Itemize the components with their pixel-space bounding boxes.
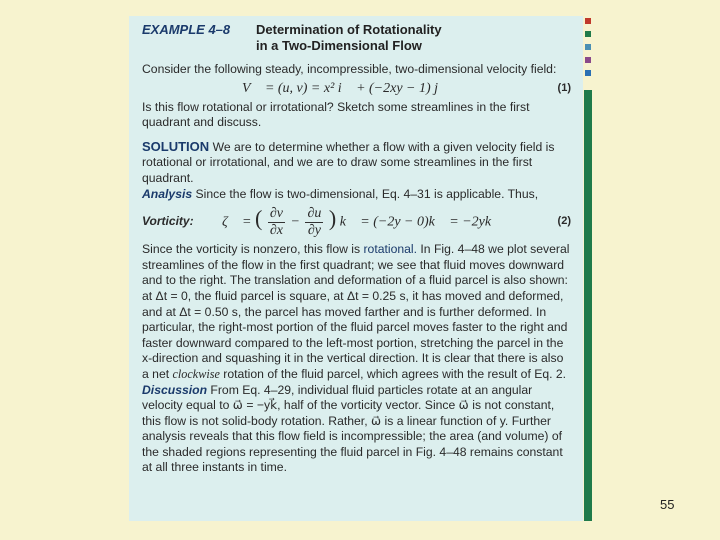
equation-1 — [142, 78, 571, 100]
rotational-term: rotational. — [363, 242, 418, 257]
body-part3: rotation of the fluid parcel, which agrees with the result of Eq. 2. — [223, 366, 567, 381]
analysis-text: Since the flow is two-dimensional, Eq. 4–31 is applicable. Thus, — [195, 186, 539, 201]
example-header — [142, 22, 571, 54]
intro-text: Consider the following steady, incompressible, two-dimensional velocity field: — [142, 62, 557, 76]
decor-square-red — [585, 18, 591, 24]
fraction-du: ∂u — [307, 206, 322, 222]
solution-label: SOLUTION — [142, 138, 210, 154]
discussion-paragraph — [142, 383, 571, 477]
example-title — [256, 22, 442, 54]
body-part1: Since the vorticity is nonzero, this flow is — [142, 242, 361, 257]
clockwise-term: clockwise — [172, 366, 220, 381]
equation-1-number: (1) — [557, 81, 571, 94]
decor-square-green — [585, 31, 591, 37]
page-number: 55 — [660, 497, 675, 512]
analysis-paragraph — [142, 187, 571, 203]
textbook-page — [129, 16, 583, 521]
equation-2-body: ζ⃗ = ( $\frac{\partial v}{\partial x}$ − $\frac{\partial u}{\partial y}$ ) k⃗ = (−2y − 0)k⃗ = −2yk⃗ — [222, 205, 502, 238]
discussion-label: Discussion — [142, 382, 208, 397]
vorticity-label: Vorticity: — [142, 214, 194, 229]
body-part2: In Fig. 4–48 we plot several streamlines of the flow in the first quadrant; we see that fluid moves downward and to the right. The translation and deformation of a fluid parcel is also shown: at Δt = 0, the fluid parcel is square, at Δt = 0.25 s, it has moved and deformed, and at Δt = 0.50 s, the parcel has moved farther and is further deformed. In particular, the right-most portion of the fluid parcel moves faster to the right and faster downward compared to the left-most portion, stretching the parcel in the x-direction and squashing it in the vertical direction. It is clear that there is also a net — [142, 242, 570, 381]
fraction-dv-dx — [268, 206, 285, 238]
example-title-line2: in a Two-Dimensional Flow — [256, 38, 422, 53]
equation-2 — [142, 202, 571, 242]
equation-2-lhs: ζ⃗ = — [222, 214, 252, 230]
fraction-dv: ∂v — [269, 206, 283, 222]
example-label: EXAMPLE 4–8 — [142, 22, 231, 37]
decor-green-bar — [584, 90, 592, 521]
solution-text: We are to determine whether a flow with a given velocity field is rotational or irrotational, and we are to draw some streamlines in the first quadrant. — [142, 139, 555, 185]
fraction-du-dy — [305, 206, 323, 238]
analysis-label: Analysis — [142, 186, 193, 201]
question-text: Is this flow rotational or irrotational? Sketch some streamlines in the first quadrant and discuss. — [142, 99, 530, 130]
fraction-dx: ∂x — [269, 222, 283, 238]
equation-1-text: V⃗ = (u, v) = x² i⃗ + (−2xy − 1) j⃗ — [242, 80, 449, 96]
equation-2-minus: − — [290, 214, 300, 230]
decor-square-teal — [585, 44, 591, 50]
fraction-dy: ∂y — [307, 222, 321, 238]
decor-square-purple — [585, 57, 591, 63]
example-title-line1: Determination of Rotationality — [256, 22, 442, 37]
equation-2-number: (2) — [557, 215, 571, 228]
body-paragraph — [142, 242, 571, 382]
solution-paragraph — [142, 139, 571, 187]
discussion-text: From Eq. 4–29, individual fluid particles rotate at an angular velocity equal to ω⃗ = −yk⃗, half of the vorticity vector. Since ω⃗ is not constant, this flow is not solid-body rotation. Rather, ω⃗ is a linear function of y. Further analysis reveals that this flow field is incompressible; the area (and volume) of the shaded regions representing the fluid parcel in Fig. 4–48 remains constant at all three instants in time. — [142, 382, 563, 475]
equation-2-rhs: k⃗ = (−2y − 0)k⃗ = −2yk⃗ — [339, 214, 502, 230]
decor-square-blue — [585, 70, 591, 76]
